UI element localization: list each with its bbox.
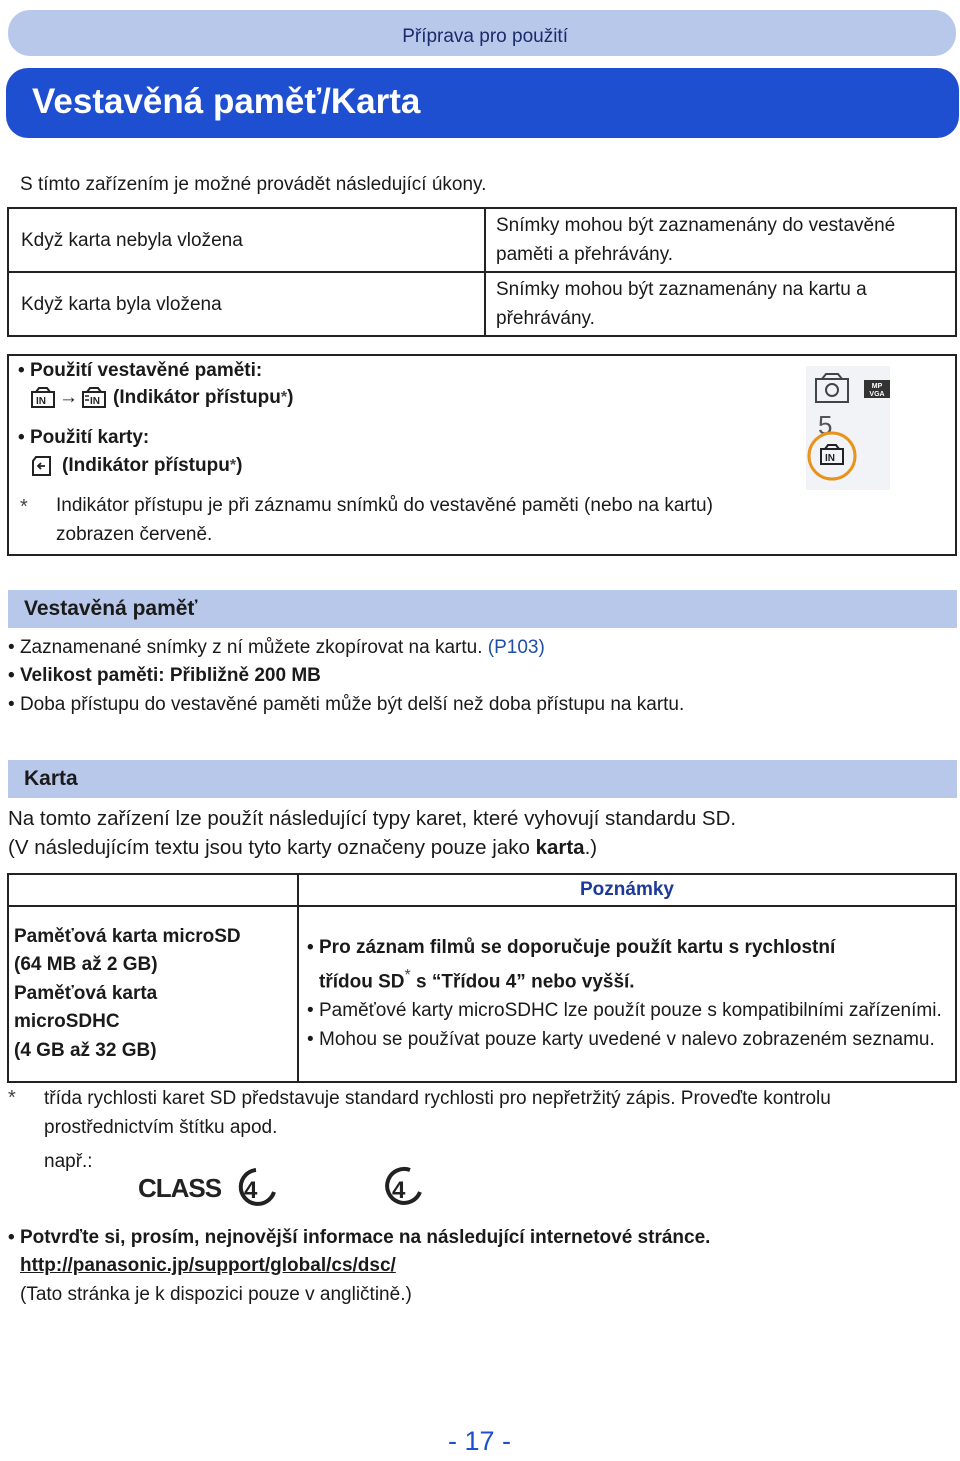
example-label: např.: — [44, 1151, 93, 1172]
card-indicator-text: (Indikátor přístupu — [62, 455, 230, 476]
internal-memory-icon — [30, 387, 56, 409]
result-cell: Snímky mohou být zaznamenány na kartu a přehrávány. — [485, 272, 956, 336]
arrow-right-icon: → — [59, 387, 78, 408]
internal-memory-access-icon — [81, 387, 107, 409]
list-item: • Mohou se používat pouze karty uvedené v nalevo zobrazeném seznamu. — [307, 1028, 935, 1050]
card-types-cell: Paměťová karta microSD (64 MB až 2 GB) Paměťová karta microSDHC (4 GB až 32 GB) — [8, 906, 298, 1082]
support-url-link[interactable]: http://panasonic.jp/support/global/cs/dsc/ — [20, 1255, 396, 1276]
page-reference-link[interactable]: (P103) — [487, 637, 545, 658]
notes-header: Poznámky — [298, 874, 956, 906]
camera-vga-label: VGA — [869, 391, 885, 398]
condition-cell: Když karta nebyla vložena — [8, 208, 485, 272]
svg-text:IN: IN — [90, 396, 100, 407]
table-row — [8, 874, 956, 906]
asterisk: * — [229, 457, 237, 474]
camera-shot-count: 5 — [818, 410, 833, 440]
section-name: Příprava pro použití — [402, 26, 568, 47]
intro-text: S tímto zařízením je možné provádět následující úkony. — [20, 174, 487, 195]
table-row — [8, 272, 956, 336]
card-types-table — [7, 873, 957, 1083]
note-line: Indikátor přístupu je při záznamu snímků do vestavěné paměti (nebo na kartu) — [56, 495, 713, 516]
info-line: (Tato stránka je k dispozici pouze v angličtině.) — [20, 1284, 412, 1305]
card-access-icon — [30, 455, 54, 477]
list-item: • Velikost paměti: Přibližně 200 MB — [8, 665, 321, 686]
asterisk: * — [8, 1087, 16, 1109]
info-line: • Potvrďte si, prosím, nejnovější informace na následující internetové stránce. — [8, 1227, 711, 1248]
table-row — [8, 906, 956, 1082]
result-cell: Snímky mohou být zaznamenány do vestavěné paměti a přehrávány. — [485, 208, 956, 272]
condition-cell: Když karta byla vložena — [8, 272, 485, 336]
footnote-line: prostřednictvím štítku apod. — [44, 1117, 278, 1138]
table-row — [8, 208, 956, 272]
list-item: • Zaznamenané snímky z ní můžete zkopírovat na kartu. (P103) — [8, 637, 545, 658]
page-title: Vestavěná paměť/Karta — [32, 82, 421, 121]
svg-text:IN: IN — [36, 396, 46, 407]
camera-screen-illustration — [806, 366, 890, 490]
footnote-line: třída rychlosti karet SD představuje standard rychlosti pro nepřetržitý zápis. Proveďte kontrolu — [44, 1088, 831, 1109]
asterisk: * — [20, 496, 28, 518]
internal-memory-label: • Použití vestavěné paměti: — [18, 360, 263, 381]
card-intro-line: (V následujícím textu jsou tyto karty označeny pouze jako karta.) — [8, 836, 598, 859]
internal-indicator-text: (Indikátor přístupu — [113, 387, 281, 408]
camera-mp-label: MP — [871, 383, 883, 390]
notes-cell — [298, 906, 956, 1082]
asterisk: * — [280, 389, 288, 406]
list-item: • Doba přístupu do vestavěné paměti může být delší než doba přístupu na kartu. — [8, 694, 685, 715]
list-item: • Pro záznam filmů se doporučuje použít kartu s rychlostní třídou SD* s “Třídou 4” nebo vyšší. — [307, 936, 836, 993]
class4-symbol — [380, 1166, 424, 1208]
class4-logo — [138, 1166, 280, 1208]
class-logo-number: 4 — [244, 1177, 258, 1204]
note-line: zobrazen červeně. — [56, 524, 213, 545]
camera-screen-graphic — [806, 366, 890, 490]
class-symbol-number: 4 — [392, 1177, 406, 1204]
section-heading-card: Karta — [8, 760, 957, 798]
class-logo-text: CLASS — [138, 1173, 222, 1203]
svg-text:IN: IN — [825, 453, 835, 464]
section-heading-builtin: Vestavěná paměť — [8, 590, 957, 628]
card-intro-line: Na tomto zařízení lze použít následující typy karet, které vyhovují standardu SD. — [8, 807, 737, 830]
list-item: • Paměťové karty microSDHC lze použít pouze s kompatibilními zařízeními. — [307, 1000, 942, 1022]
card-usage-label: • Použití karty: — [18, 427, 150, 448]
page-number: - 17 - — [448, 1426, 512, 1456]
usage-table — [7, 207, 957, 337]
